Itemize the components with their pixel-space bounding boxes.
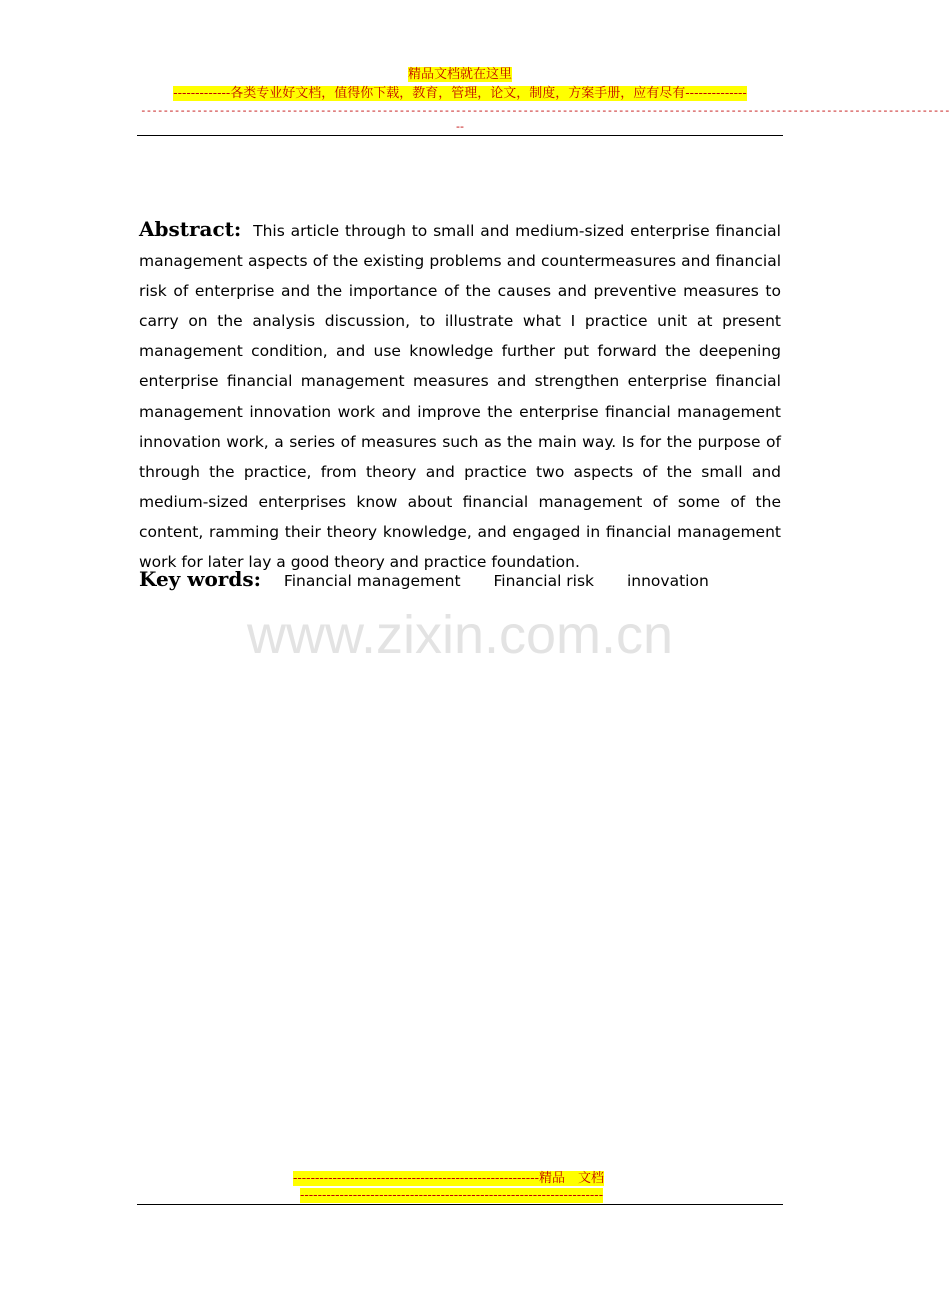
footer-line-1-text: --------------------------------------------------------精品 文档 — [293, 1171, 604, 1186]
keyword-item: Financial management — [283, 572, 461, 590]
header-dash-short: -- — [456, 120, 464, 133]
abstract-label: Abstract: — [139, 217, 242, 241]
header-subtitle-text: -------------各类专业好文档，值得你下载，教育，管理，论文，制度，方案手册，应有尽有-------------- — [173, 86, 747, 101]
header-title-text: 精品文档就在这里 — [407, 67, 512, 82]
header-subtitle — [0, 85, 920, 102]
header-rule — [137, 135, 783, 136]
keywords-line — [139, 564, 781, 596]
watermark: www.zixin.com.cn — [246, 605, 674, 665]
footer-rule — [137, 1204, 783, 1205]
header-dash-line: ------------------------------------------------------------------------------------------------------------------------------------------------ — [140, 104, 950, 117]
keywords-label: Key words: — [139, 567, 261, 591]
keyword-item: Financial risk — [493, 572, 595, 590]
footer-line-2-text: --------------------------------------------------------------------- — [300, 1188, 604, 1203]
abstract-text: This article through to small and medium-sized enterprise financial management aspects of the existing problems and countermeasures and financial risk of enterprise and the importance of the causes and preventive measures to carry on the analysis discussion, to illustrate what I practice unit at present management condition, and use knowledge further put forward the deepening enterprise financial management measures and strengthen enterprise financial management innovation work and improve the enterprise financial management innovation work, a series of measures such as the main way. Is for the purpose of through the practice, from theory and practice two aspects of the small and medium-sized enterprises know about financial management of some of the content, ramming their theory knowledge, and engaged in financial management work for later lay a good theory and practice foundation. — [139, 222, 781, 572]
footer-line-1 — [293, 1170, 604, 1187]
header-title — [0, 66, 920, 83]
abstract-paragraph — [139, 214, 781, 577]
footer-line-2 — [300, 1188, 603, 1203]
keyword-item: innovation — [626, 572, 709, 590]
